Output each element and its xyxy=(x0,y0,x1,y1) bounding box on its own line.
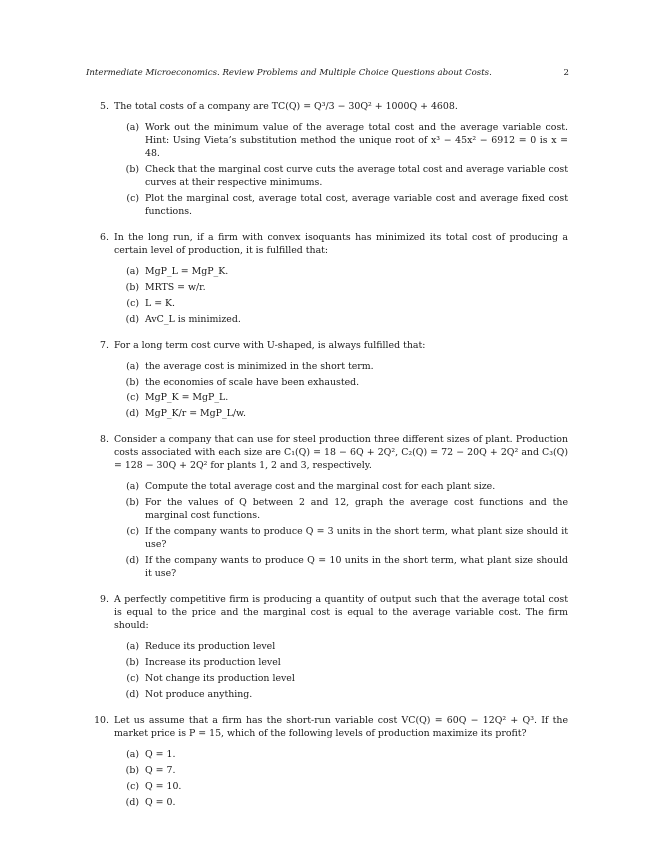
option-text: For the values of Q between 2 and 12, graph the average cost functions and the marginal cost functions. xyxy=(145,497,568,522)
question-7 xyxy=(94,340,568,425)
option-text: AvC_L is minimized. xyxy=(145,313,241,325)
option-item xyxy=(114,641,568,654)
option-label: (a) xyxy=(126,265,139,277)
option-text: MgP_L = MgP_K. xyxy=(145,265,229,277)
option-text: Work out the minimum value of the average total cost and the average variable cost. Hint: Using Vieta’s substitution method the unique root of x³ − 45x² − 6912 = 0 is x = 48. xyxy=(145,121,568,159)
option-item xyxy=(114,164,568,190)
questions-list xyxy=(94,101,568,823)
question-body xyxy=(114,594,568,705)
option-item xyxy=(114,497,568,523)
option-label: (c) xyxy=(126,392,139,404)
option-label: (b) xyxy=(125,764,139,776)
option-text: If the company wants to produce Q = 3 units in the short term, what plant size should it use? xyxy=(145,526,568,551)
question-body xyxy=(114,434,568,584)
question-number: 7. xyxy=(100,339,109,351)
option-text: L = K. xyxy=(145,297,176,309)
question-text: Consider a company that can use for steel production three different sizes of plant. Production costs associated with each size are C₁(Q) = 18 − 6Q + 2Q², C₂(Q) = 72 − 20Q + 2Q² and C₃(Q) = 128 − 30Q + 2Q² for plants 1, 2 and 3, respectively. xyxy=(114,434,568,472)
option-text: Not produce anything. xyxy=(145,688,253,700)
option-item xyxy=(114,282,568,295)
option-list xyxy=(114,122,568,219)
option-text: Q = 10. xyxy=(145,780,182,792)
question-8 xyxy=(94,434,568,584)
option-label: (a) xyxy=(126,121,139,133)
option-item xyxy=(114,298,568,311)
page-number: 2 xyxy=(563,68,569,78)
question-text: A perfectly competitive firm is producing a quantity of output such that the average total cost is equal to the price and the marginal cost is equal to the average variable cost. The firm should: xyxy=(114,594,568,632)
question-10 xyxy=(94,715,568,813)
option-label: (d) xyxy=(125,796,139,808)
option-item xyxy=(114,749,568,762)
question-body xyxy=(114,715,568,813)
question-text: The total costs of a company are TC(Q) = Q³/3 − 30Q² + 1000Q + 4608. xyxy=(114,101,458,112)
option-list xyxy=(114,361,568,422)
option-text: Increase its production level xyxy=(145,656,281,668)
option-text: MgP_K/r = MgP_L/w. xyxy=(145,408,246,420)
option-item xyxy=(114,314,568,327)
option-item xyxy=(114,781,568,794)
option-label: (c) xyxy=(126,192,139,204)
option-label: (a) xyxy=(126,641,139,652)
running-header xyxy=(86,68,569,80)
question-text: Let us assume that a firm has the short-run variable cost VC(Q) = 60Q − 12Q² + Q³. If the market price is P = 15, which of the following levels of production maximize its profit? xyxy=(114,714,568,739)
option-label: (d) xyxy=(125,313,139,325)
question-body xyxy=(114,232,568,330)
option-item xyxy=(114,481,568,494)
question-5 xyxy=(94,101,568,222)
question-text: In the long run, if a firm with convex isoquants has minimized its total cost of producing a certain level of production, it is fulfilled that: xyxy=(114,231,568,256)
option-item xyxy=(114,657,568,670)
option-list xyxy=(114,749,568,810)
option-text: Q = 0. xyxy=(145,796,176,808)
option-item xyxy=(114,377,568,390)
option-text: the average cost is minimized in the short term. xyxy=(145,360,374,372)
option-label: (b) xyxy=(125,163,139,175)
question-6 xyxy=(94,232,568,330)
option-list xyxy=(114,481,568,581)
option-label: (b) xyxy=(125,281,139,293)
option-label: (d) xyxy=(125,555,139,567)
option-item xyxy=(114,526,568,552)
option-label: (a) xyxy=(126,748,139,760)
option-text: Compute the total average cost and the marginal cost for each plant size. xyxy=(145,481,496,493)
option-label: (a) xyxy=(126,481,139,493)
option-label: (c) xyxy=(126,672,139,684)
option-label: (b) xyxy=(125,656,139,668)
option-item xyxy=(114,408,568,421)
option-text: Check that the marginal cost curve cuts the average total cost and average variable cost curves at their respective minimums. xyxy=(145,163,568,188)
option-text: If the company wants to produce Q = 10 units in the short term, what plant size should it use? xyxy=(145,555,568,580)
header-title: Intermediate Microeconomics. Review Problems and Multiple Choice Questions about Costs. xyxy=(86,68,492,78)
option-list xyxy=(114,266,568,327)
option-item xyxy=(114,361,568,374)
option-list xyxy=(114,641,568,702)
option-item xyxy=(114,765,568,778)
option-text: Reduce its production level xyxy=(145,641,276,652)
option-text: Q = 7. xyxy=(145,764,176,776)
option-item xyxy=(114,797,568,810)
option-item xyxy=(114,689,568,702)
option-label: (c) xyxy=(126,526,139,538)
option-label: (c) xyxy=(126,780,139,792)
option-label: (c) xyxy=(126,297,139,309)
option-item xyxy=(114,392,568,405)
question-body xyxy=(114,340,568,425)
question-text: For a long term cost curve with U-shaped, is always fulfilled that: xyxy=(114,339,426,351)
question-number: 10. xyxy=(94,714,109,726)
option-text: Plot the marginal cost, average total cost, average variable cost and average fixed cost functions. xyxy=(145,192,568,217)
question-9 xyxy=(94,594,568,705)
option-label: (b) xyxy=(125,376,139,388)
option-text: MgP_K = MgP_L. xyxy=(145,392,229,404)
option-label: (d) xyxy=(125,688,139,700)
option-item xyxy=(114,122,568,161)
question-number: 8. xyxy=(100,434,109,446)
question-body xyxy=(114,101,568,222)
option-label: (d) xyxy=(125,408,139,420)
option-label: (b) xyxy=(125,497,139,509)
option-item xyxy=(114,193,568,219)
question-number: 5. xyxy=(100,101,109,112)
option-item xyxy=(114,266,568,279)
option-label: (a) xyxy=(126,360,139,372)
question-number: 9. xyxy=(100,594,109,606)
option-item xyxy=(114,673,568,686)
option-text: Not change its production level xyxy=(145,672,295,684)
option-item xyxy=(114,555,568,581)
option-text: Q = 1. xyxy=(145,748,176,760)
option-text: MRTS = w/r. xyxy=(145,281,206,293)
question-number: 6. xyxy=(100,231,109,243)
option-text: the economies of scale have been exhausted. xyxy=(145,376,360,388)
